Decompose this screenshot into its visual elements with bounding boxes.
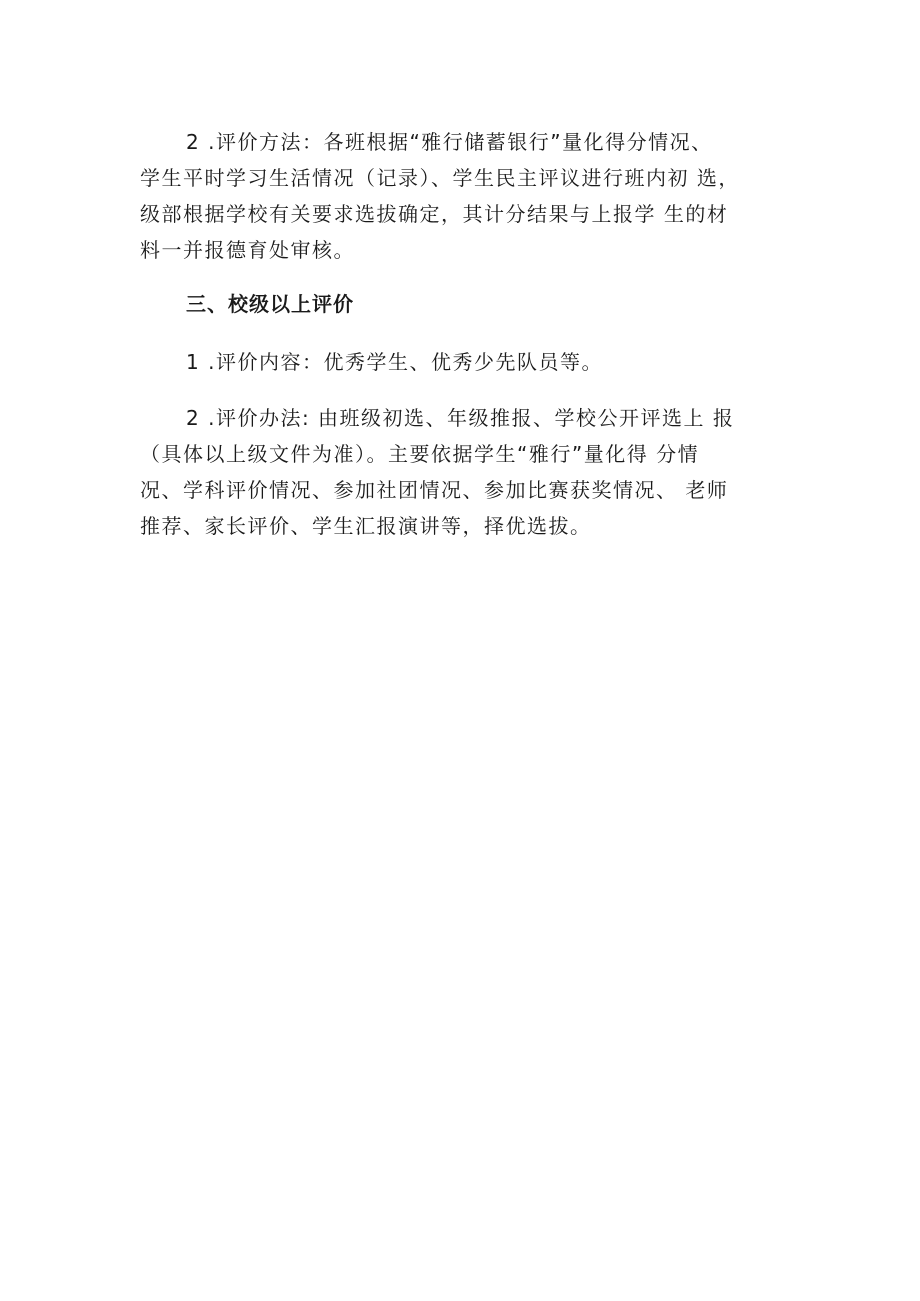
paragraph-line: 料一并报德育处审核。 <box>140 238 355 262</box>
spacer <box>140 268 790 286</box>
paragraph-evaluation-procedure <box>140 400 790 544</box>
paragraph-line: 级部根据学校有关要求选拔确定，其计分结果与上报学 生的材 <box>140 202 729 226</box>
spacer <box>140 322 790 344</box>
paragraph-line: 2 .评价方法：各班根据“雅行储蓄银行”量化得分情况、 <box>186 130 713 154</box>
paragraph-line: 2 .评价办法: 由班级初选、年级推报、学校公开评选上 报 <box>186 406 735 430</box>
section-heading: 三、校级以上评价 <box>186 292 354 316</box>
paragraph-line: 况、学科评价情况、参加社团情况、参加比赛获奖情况、 老师 <box>140 478 729 502</box>
paragraph-evaluation-content <box>140 344 790 380</box>
paragraph-evaluation-method <box>140 124 790 268</box>
paragraph-line: 推荐、家长评价、学生汇报演讲等，择优选拔。 <box>140 514 592 538</box>
paragraph-line: 学生平时学习生活情况（记录）、学生民主评议进行班内初 选， <box>140 166 740 190</box>
paragraph-line: 1 .评价内容：优秀学生、优秀少先队员等。 <box>186 350 603 374</box>
spacer <box>140 380 790 400</box>
document-body <box>140 124 790 544</box>
paragraph-line: （具体以上级文件为准）。主要依据学生“雅行”量化得 分情 <box>140 442 700 466</box>
